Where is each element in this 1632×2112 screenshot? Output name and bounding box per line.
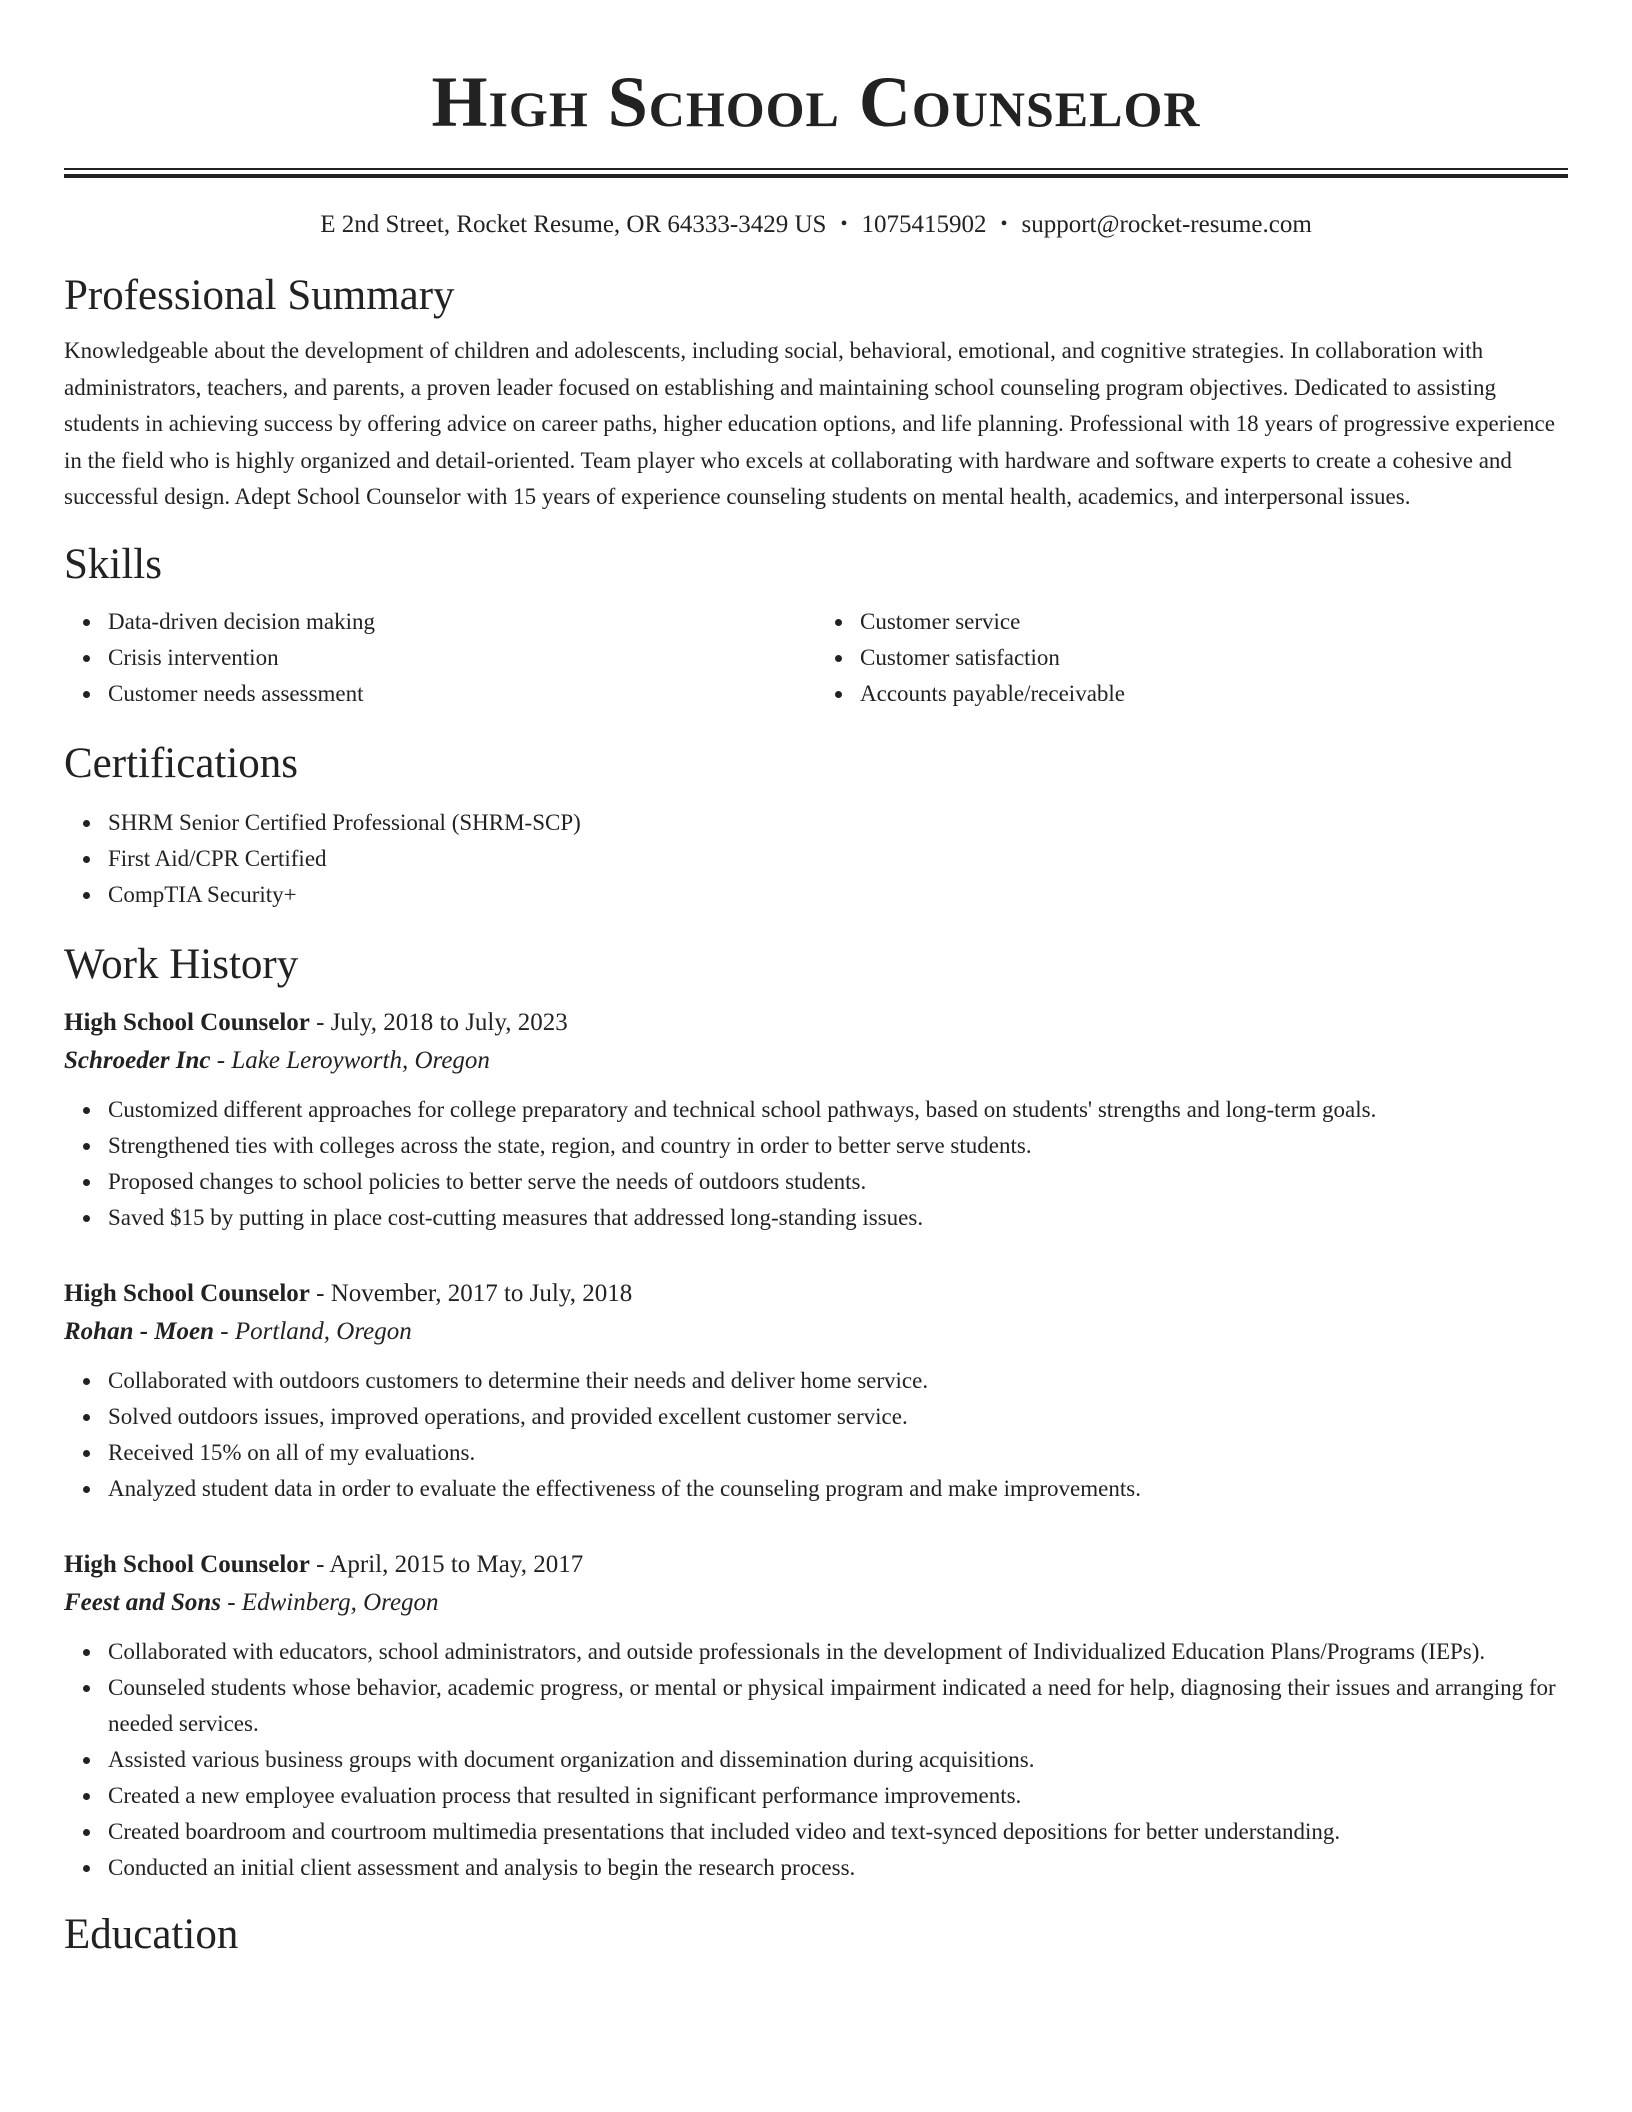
skill-item: Accounts payable/receivable [860,676,1568,712]
job-title-line [64,1275,1568,1313]
company-line [64,1584,1568,1622]
skills-heading: Skills [64,540,162,588]
contact-phone: 1075415902 [861,211,987,238]
company-location: - Portland, Oregon [214,1317,412,1345]
skills-column-left [64,604,816,712]
job-title-line [64,1546,1568,1584]
company-location: - Lake Leroyworth, Oregon [210,1046,490,1074]
job-bullets [64,1634,1568,1886]
company-line [64,1313,1568,1351]
job-bullet: Collaborated with outdoors customers to determine their needs and deliver home service. [108,1363,1568,1399]
skill-item: Data-driven decision making [108,604,816,640]
contact-line [64,208,1568,241]
job-entry [64,1275,1568,1507]
company-line [64,1042,1568,1080]
company-name: Rohan - Moen [64,1317,215,1345]
job-dates: - April, 2015 to May, 2017 [309,1550,584,1578]
job-bullet: Counseled students whose behavior, academic progress, or mental or physical impairment indicated a need for help, diagnosing their issues and arranging for needed services. [108,1670,1568,1742]
certification-item: First Aid/CPR Certified [108,841,1568,877]
job-entry [64,1004,1568,1236]
job-bullet: Created boardroom and courtroom multimedia presentations that included video and text-synced depositions for better understanding. [108,1814,1568,1850]
job-dates: - July, 2018 to July, 2023 [309,1008,568,1036]
summary-heading: Professional Summary [64,272,455,319]
resume-name: High School Counselor [431,62,1201,142]
education-heading: Education [64,1910,239,1958]
job-bullet: Strengthened ties with colleges across the state, region, and country in order to better serve students. [108,1128,1568,1164]
job-bullet: Collaborated with educators, school administrators, and outside professionals in the development of Individualized Education Plans/Programs (IEPs). [108,1634,1568,1670]
company-name: Schroeder Inc [64,1046,211,1074]
summary-text: Knowledgeable about the development of children and adolescents, including social, behavioral, emotional, and cognitive strategies. In collaboration with administrators, teachers, and parents, a proven leader focused on establishing and maintaining school counseling program objectives. Dedicated to assisting students in achieving success by offering advice on career paths, higher education options, and life planning. Professional with 18 years of progressive experience in the field who is highly organized and detail-oriented. Team player who excels at collaborating with hardware and software experts to create a cohesive and successful design. Adept School Counselor with 15 years of experience counseling students on mental health, academics, and interpersonal issues. [64,338,1555,509]
job-bullet: Created a new employee evaluation process that resulted in significant performance improvements. [108,1778,1568,1814]
skills-column-right [816,604,1568,712]
skill-item: Customer service [860,604,1568,640]
skill-item: Customer needs assessment [108,676,816,712]
skills-list-right [816,604,1568,712]
job-title-line [64,1004,1568,1042]
skill-item: Crisis intervention [108,640,816,676]
header-divider [64,168,1568,178]
certifications-heading: Certifications [64,739,299,787]
skills-grid [64,604,1568,712]
job-bullet: Proposed changes to school policies to better serve the needs of outdoors students. [108,1164,1568,1200]
job-entry [64,1546,1568,1886]
certifications-list [64,805,1568,913]
job-bullet: Customized different approaches for college preparatory and technical school pathways, based on students' strengths and long-term goals. [108,1092,1568,1128]
job-bullet: Saved $15 by putting in place cost-cutting measures that addressed long-standing issues. [108,1200,1568,1236]
job-title: High School Counselor [64,1008,310,1036]
job-bullet: Solved outdoors issues, improved operations, and provided excellent customer service. [108,1399,1568,1435]
company-name: Feest and Sons [64,1588,221,1616]
contact-email: support@rocket-resume.com [1021,211,1312,238]
skill-item: Customer satisfaction [860,640,1568,676]
certification-item: CompTIA Security+ [108,877,1568,913]
job-bullets [64,1092,1568,1236]
job-title: High School Counselor [64,1279,310,1307]
certification-item: SHRM Senior Certified Professional (SHRM-SCP) [108,805,1568,841]
contact-address: E 2nd Street, Rocket Resume, OR 64333-3429 US [320,211,827,238]
job-bullets [64,1363,1568,1507]
job-bullet: Received 15% on all of my evaluations. [108,1435,1568,1471]
skills-list-left [64,604,816,712]
job-dates: - November, 2017 to July, 2018 [309,1279,633,1307]
bullet-separator: • [840,213,848,235]
job-bullet: Assisted various business groups with document organization and dissemination during acquisitions. [108,1742,1568,1778]
bullet-separator: • [1000,213,1008,235]
company-location: - Edwinberg, Oregon [220,1588,439,1616]
work-history-heading: Work History [64,940,299,988]
job-bullet: Analyzed student data in order to evaluate the effectiveness of the counseling program and make improvements. [108,1471,1568,1507]
job-title: High School Counselor [64,1550,310,1578]
job-bullet: Conducted an initial client assessment and analysis to begin the research process. [108,1850,1568,1886]
